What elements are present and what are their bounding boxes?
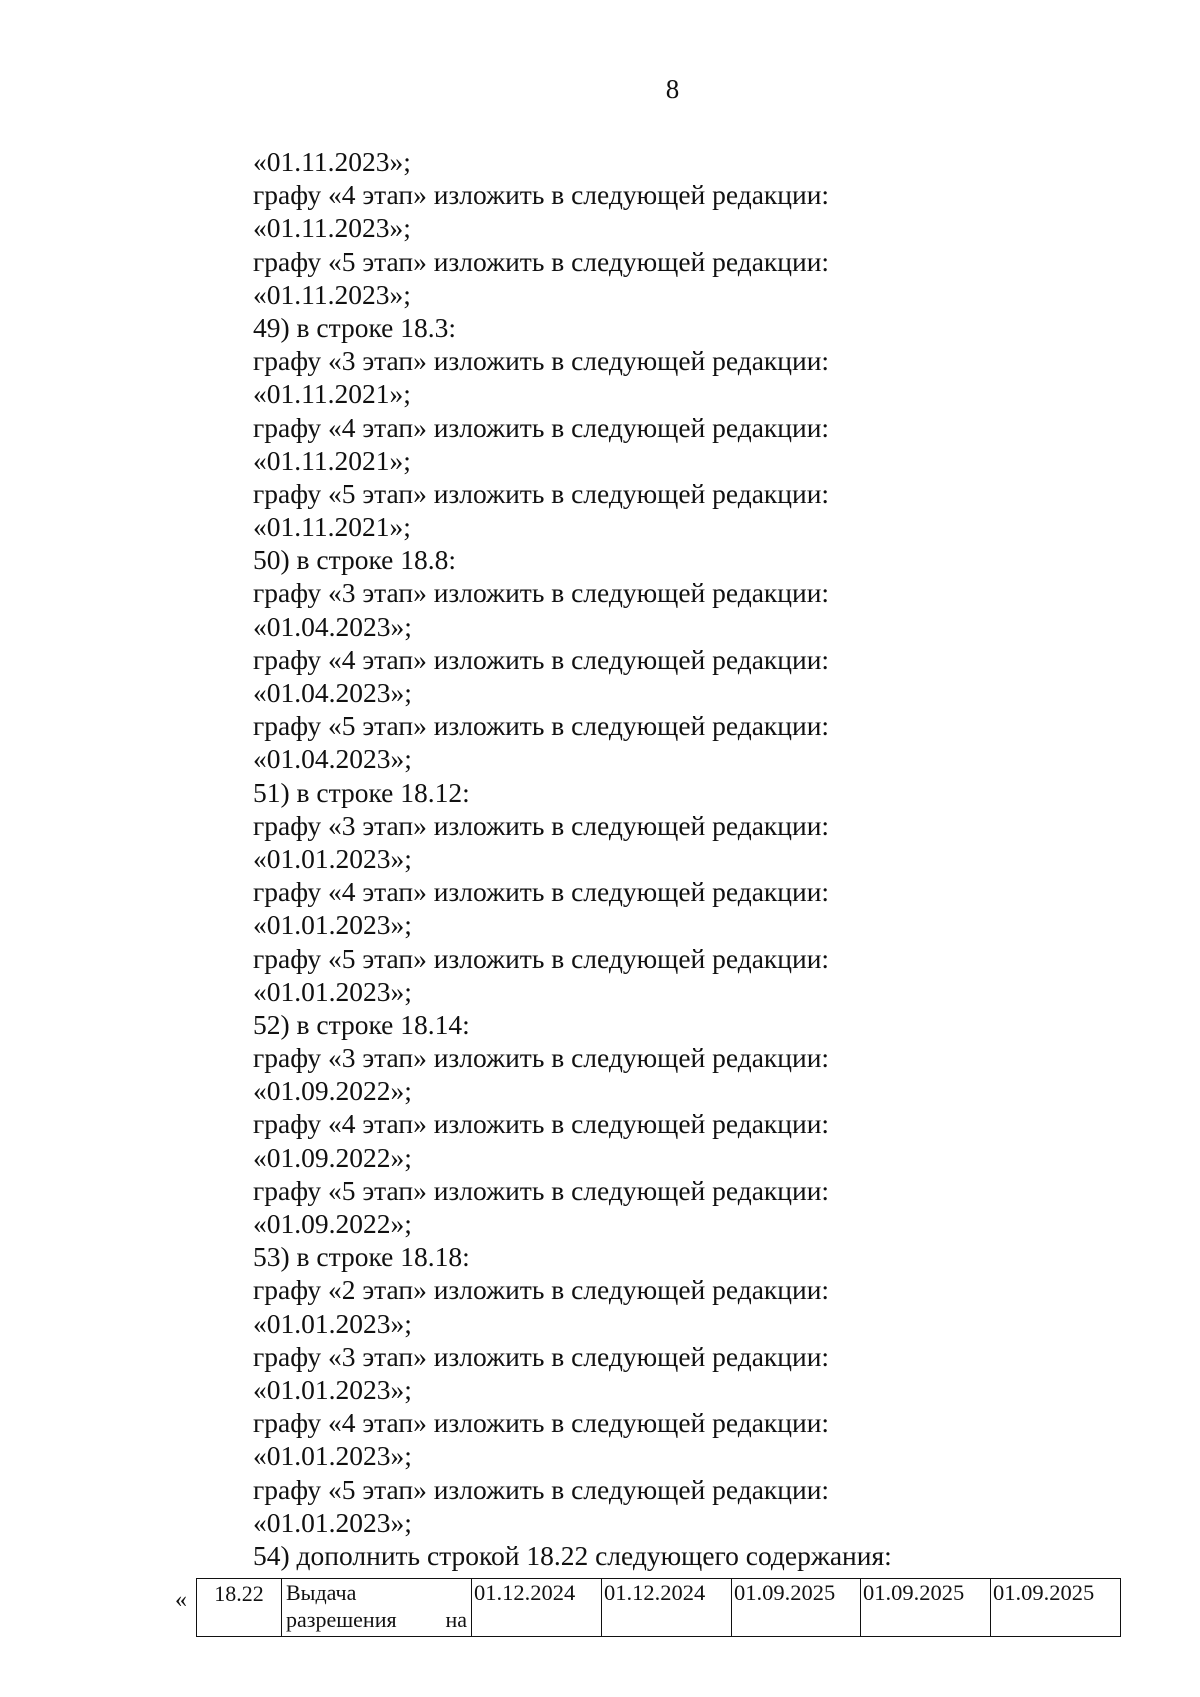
- text-line: «01.01.2023»;: [253, 1440, 412, 1472]
- stage-date-cell: 01.09.2025: [861, 1579, 991, 1637]
- text-line: «01.11.2021»;: [253, 511, 411, 543]
- item-heading: 51) в строке 18.12:: [253, 776, 470, 808]
- text-line: графу «4 этап» изложить в следующей редакции:: [253, 179, 830, 211]
- row-name-word: разрешения: [286, 1607, 397, 1632]
- text-line: графу «2 этап» изложить в следующей редакции:: [253, 1274, 830, 1306]
- text-line: «01.01.2023»;: [253, 909, 412, 941]
- row-name-cell: [282, 1579, 472, 1637]
- row-name-line-2: [286, 1606, 467, 1633]
- page-number: 8: [665, 74, 680, 104]
- table-row: [197, 1579, 1121, 1637]
- stage-date-cell: 01.12.2024: [472, 1579, 602, 1637]
- row-name-word-end: на: [445, 1607, 467, 1632]
- text-line: «01.11.2021»;: [253, 378, 411, 410]
- inserted-row-table: [196, 1578, 1121, 1637]
- text-line: графу «5 этап» изложить в следующей редакции:: [253, 942, 830, 974]
- text-line: графу «5 этап» изложить в следующей редакции:: [253, 245, 830, 277]
- text-line: «01.11.2023»;: [253, 212, 411, 244]
- stage-date-cell: 01.09.2025: [732, 1579, 861, 1637]
- text-line: графу «5 этап» изложить в следующей редакции:: [253, 1174, 830, 1206]
- text-line: графу «4 этап» изложить в следующей редакции:: [253, 1407, 830, 1439]
- text-line: «01.04.2023»;: [253, 743, 412, 775]
- text-line: «01.01.2023»;: [253, 1506, 412, 1538]
- stage-date-cell: 01.09.2025: [991, 1579, 1121, 1637]
- text-line: графу «5 этап» изложить в следующей редакции:: [253, 477, 830, 509]
- text-line: графу «4 этап» изложить в следующей редакции:: [253, 411, 830, 443]
- text-line: «01.04.2023»;: [253, 610, 412, 642]
- text-line: графу «3 этап» изложить в следующей редакции:: [253, 1042, 830, 1074]
- text-line: «01.01.2023»;: [253, 975, 412, 1007]
- item-heading: 54) дополнить строкой 18.22 следующего содержания:: [253, 1539, 892, 1571]
- text-line: графу «3 этап» изложить в следующей редакции:: [253, 345, 830, 377]
- stage-date-cell: 01.12.2024: [602, 1579, 732, 1637]
- document-body: [253, 145, 1153, 1572]
- text-line: «01.09.2022»;: [253, 1075, 412, 1107]
- item-heading: 49) в строке 18.3:: [253, 311, 456, 343]
- text-line: графу «4 этап» изложить в следующей редакции:: [253, 876, 830, 908]
- item-heading: 53) в строке 18.18:: [253, 1241, 470, 1273]
- item-heading: 52) в строке 18.14:: [253, 1008, 470, 1040]
- text-line: графу «3 этап» изложить в следующей редакции:: [253, 1340, 830, 1372]
- text-line: «01.11.2021»;: [253, 444, 411, 476]
- text-line: «01.01.2023»;: [253, 1373, 412, 1405]
- text-line: «01.11.2023»;: [253, 146, 411, 177]
- opening-quote-mark: «: [175, 1587, 187, 1613]
- text-line: графу «3 этап» изложить в следующей редакции:: [253, 809, 830, 841]
- text-line: «01.01.2023»;: [253, 842, 412, 874]
- row-name-line-1: Выдача: [286, 1580, 357, 1605]
- text-line: графу «4 этап» изложить в следующей редакции:: [253, 643, 830, 675]
- text-line: графу «3 этап» изложить в следующей редакции:: [253, 577, 830, 609]
- item-heading: 50) в строке 18.8:: [253, 544, 456, 576]
- text-line: «01.09.2022»;: [253, 1141, 412, 1173]
- text-line: «01.01.2023»;: [253, 1307, 412, 1339]
- text-line: графу «5 этап» изложить в следующей редакции:: [253, 1473, 830, 1505]
- text-line: графу «4 этап» изложить в следующей редакции:: [253, 1108, 830, 1140]
- text-line: «01.09.2022»;: [253, 1208, 412, 1239]
- text-line: графу «5 этап» изложить в следующей редакции:: [253, 710, 830, 742]
- row-number-cell: 18.22: [197, 1579, 282, 1637]
- text-line: «01.11.2023»;: [253, 278, 411, 310]
- text-line: «01.04.2023»;: [253, 677, 412, 708]
